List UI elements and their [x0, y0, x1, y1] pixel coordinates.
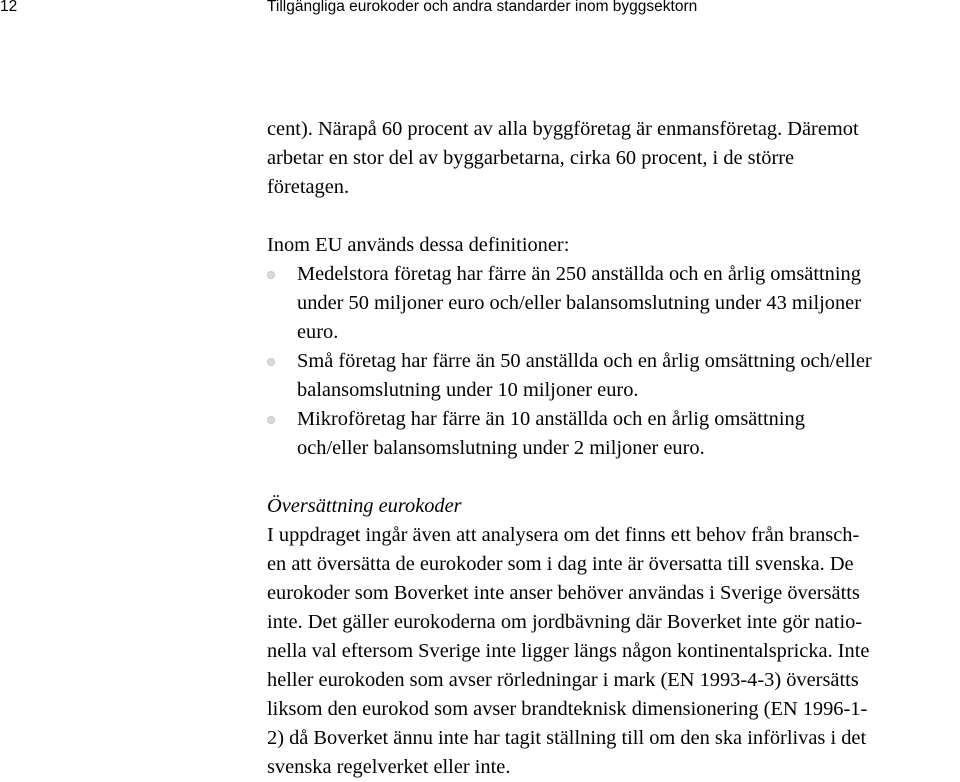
text-line: under 50 miljoner euro och/eller balansomslutning under 43 miljoner [297, 292, 862, 314]
page-number: 12 [0, 0, 18, 15]
text-line: liksom den eurokod som avser brandteknisk dimensionering (EN 1996-1- [267, 698, 868, 720]
bullet-icon [267, 416, 275, 424]
text-line: I uppdraget ingår även att analysera om det finns ett behov från bransch- [267, 524, 860, 546]
text-line: företagen. [267, 176, 350, 198]
definitions-list [267, 260, 957, 463]
text-line: en att översätta de eurokoder som i dag inte är översatta till svenska. De [267, 553, 854, 575]
text-line: euro. [297, 321, 339, 343]
page-header [0, 0, 960, 24]
text-line: cent). Närapå 60 procent av alla byggföretag är enmansföretag. Däremot [267, 118, 859, 140]
text-line: heller eurokoden som avser rörledningar i mark (EN 1993-4-3) översätts [267, 669, 859, 691]
bullet-icon [267, 358, 275, 366]
text-line: Mikroföretag har färre än 10 anställda och en årlig omsättning [297, 408, 805, 430]
list-item [267, 347, 957, 405]
text-line: svenska regelverket eller inte. [267, 756, 511, 778]
list-item [267, 405, 957, 463]
text-line: och/eller balansomslutning under 2 miljoner euro. [297, 437, 705, 459]
text-line: inte. Det gäller eurokoderna om jordbävning där Boverket inte gör natio- [267, 611, 863, 633]
paragraph-1 [267, 115, 957, 202]
text-line: Medelstora företag har färre än 250 anställda och en årlig omsättning [297, 263, 861, 285]
section-paragraph [267, 521, 957, 782]
section-heading: Översättning eurokoder [267, 495, 462, 517]
page-body [267, 115, 957, 782]
text-line: nella val eftersom Sverige inte ligger längs någon kontinentalspricka. Inte [267, 640, 870, 662]
list-item [267, 260, 957, 347]
bullet-icon [267, 271, 275, 279]
running-title: Tillgängliga eurokoder och andra standarder inom byggsektorn [267, 0, 698, 15]
definitions-intro: Inom EU används dessa definitioner: [267, 234, 570, 256]
text-line: arbetar en stor del av byggarbetarna, cirka 60 procent, i de större [267, 147, 795, 169]
text-line: eurokoder som Boverket inte anser behöver användas i Sverige översätts [267, 582, 860, 604]
text-line: 2) då Boverket ännu inte har tagit ställning till om den ska införlivas i det [267, 727, 867, 749]
text-line: balansomslutning under 10 miljoner euro. [297, 379, 639, 401]
text-line: Små företag har färre än 50 anställda och en årlig omsättning och/eller [297, 350, 872, 372]
